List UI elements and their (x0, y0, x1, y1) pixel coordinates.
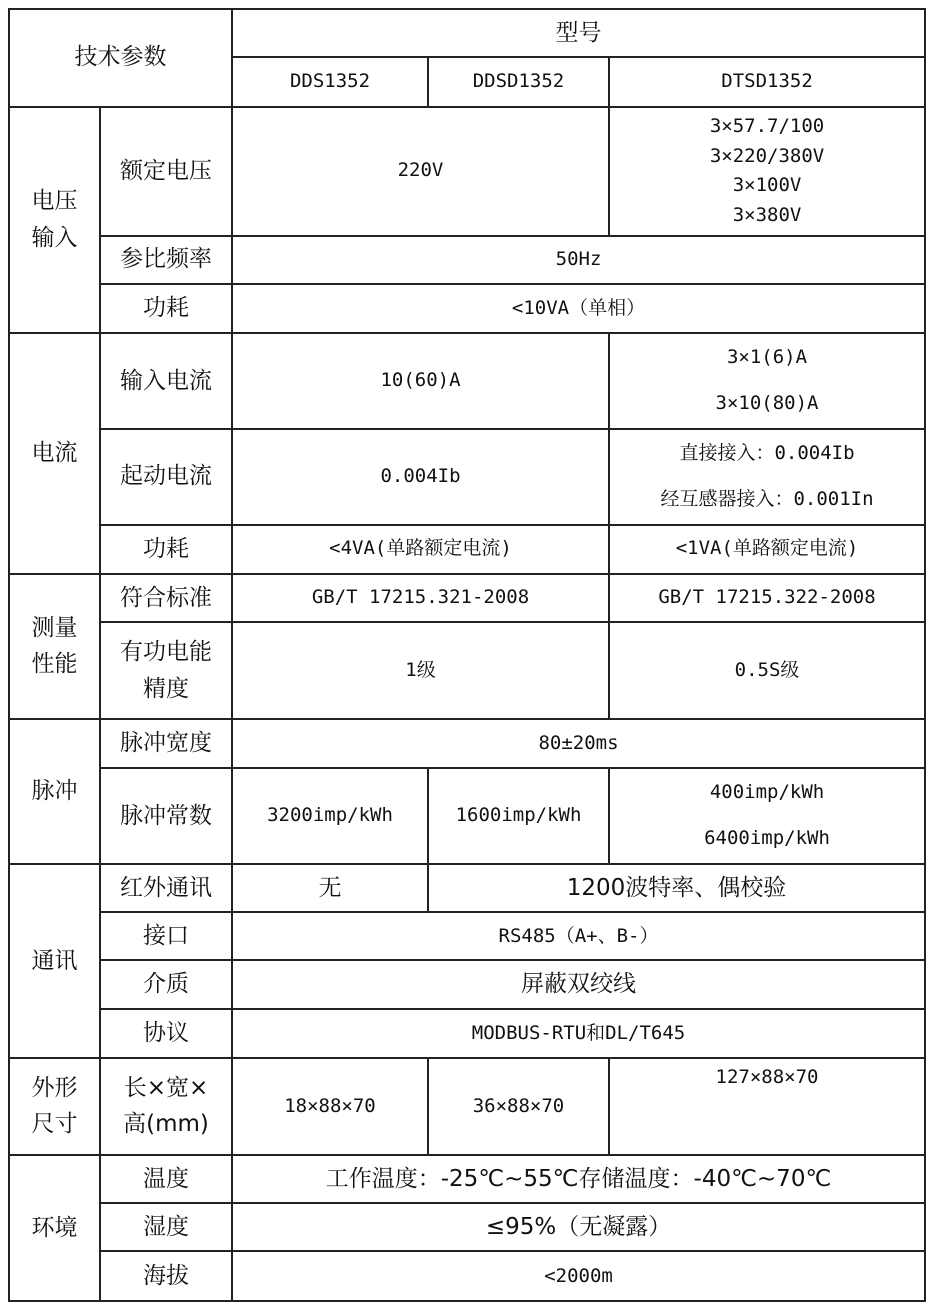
current-power-three: <1VA(单路额定电流) (609, 525, 925, 574)
medium-value: 屏蔽双绞线 (232, 960, 925, 1008)
reference-frequency-value: 50Hz (232, 236, 925, 284)
protocol-label: 协议 (100, 1009, 232, 1058)
starting-current-three: 直接接入：0.004Ib 经互感器接入：0.001In (609, 429, 925, 525)
dimensions-row (9, 1058, 925, 1155)
starting-current-single: 0.004Ib (232, 429, 609, 525)
pulse-width-row (9, 719, 925, 768)
group-measurement: 测量 性能 (9, 574, 100, 719)
standard-label: 符合标准 (100, 574, 232, 622)
standard-single: GB/T 17215.321-2008 (232, 574, 609, 622)
group-communication: 通讯 (9, 864, 100, 1058)
reference-frequency-label: 参比频率 (100, 236, 232, 284)
reference-frequency-row (9, 236, 925, 284)
input-current-label: 输入电流 (100, 333, 232, 429)
current-power-single: <4VA(单路额定电流) (232, 525, 609, 574)
voltage-power-label: 功耗 (100, 284, 232, 333)
input-current-row (9, 333, 925, 429)
voltage-power-value: <10VA（单相） (232, 284, 925, 333)
medium-label: 介质 (100, 960, 232, 1008)
group-current: 电流 (9, 333, 100, 574)
rated-voltage-label: 额定电压 (100, 107, 232, 236)
current-power-row (9, 525, 925, 574)
interface-label: 接口 (100, 912, 232, 960)
voltage-power-row (9, 284, 925, 333)
infrared-row (9, 864, 925, 912)
tech-params-header: 技术参数 (9, 9, 232, 107)
starting-current-label: 起动电流 (100, 429, 232, 525)
temperature-row (9, 1155, 925, 1203)
group-pulse: 脉冲 (9, 719, 100, 864)
pulse-width-value: 80±20ms (232, 719, 925, 768)
infrared-label: 红外通讯 (100, 864, 232, 912)
pulse-constant-dds: 3200imp/kWh (232, 768, 428, 864)
medium-row (9, 960, 925, 1008)
rated-voltage-single: 220V (232, 107, 609, 236)
pulse-constant-label: 脉冲常数 (100, 768, 232, 864)
starting-current-row (9, 429, 925, 525)
spec-table (8, 8, 926, 1302)
dimensions-dds: 18×88×70 (232, 1058, 428, 1155)
model-dds1352: DDS1352 (232, 57, 428, 106)
pulse-constant-ddsd: 1600imp/kWh (428, 768, 609, 864)
standard-row (9, 574, 925, 622)
humidity-label: 湿度 (100, 1203, 232, 1251)
pulse-constant-row (9, 768, 925, 864)
pulse-constant-dtsd: 400imp/kWh 6400imp/kWh (609, 768, 925, 864)
dimensions-ddsd: 36×88×70 (428, 1058, 609, 1155)
humidity-row (9, 1203, 925, 1251)
dimensions-label: 长×宽× 高(mm) (100, 1058, 232, 1155)
input-current-single: 10(60)A (232, 333, 609, 429)
temperature-value: 工作温度：-25℃~55℃存储温度：-40℃~70℃ (232, 1155, 925, 1203)
protocol-row (9, 1009, 925, 1058)
accuracy-row (9, 622, 925, 719)
altitude-value: <2000m (232, 1251, 925, 1301)
temperature-label: 温度 (100, 1155, 232, 1203)
infrared-dds: 无 (232, 864, 428, 912)
altitude-row (9, 1251, 925, 1301)
input-current-three: 3×1(6)A 3×10(80)A (609, 333, 925, 429)
rated-voltage-three: 3×57.7/100 3×220/380V 3×100V 3×380V (609, 107, 925, 236)
infrared-others: 1200波特率、偶校验 (428, 864, 925, 912)
model-header: 型号 (232, 9, 925, 57)
rated-voltage-row (9, 107, 925, 236)
current-power-label: 功耗 (100, 525, 232, 574)
standard-three: GB/T 17215.322-2008 (609, 574, 925, 622)
accuracy-single: 1级 (232, 622, 609, 719)
interface-row (9, 912, 925, 960)
altitude-label: 海拔 (100, 1251, 232, 1301)
model-ddsd1352: DDSD1352 (428, 57, 609, 106)
group-environment: 环境 (9, 1155, 100, 1301)
accuracy-three: 0.5S级 (609, 622, 925, 719)
humidity-value: ≤95%（无凝露） (232, 1203, 925, 1251)
group-dimensions: 外形 尺寸 (9, 1058, 100, 1155)
header-row (9, 9, 925, 57)
pulse-width-label: 脉冲宽度 (100, 719, 232, 768)
accuracy-label: 有功电能 精度 (100, 622, 232, 719)
protocol-value: MODBUS-RTU和DL/T645 (232, 1009, 925, 1058)
group-voltage-input: 电压 输入 (9, 107, 100, 334)
model-dtsd1352: DTSD1352 (609, 57, 925, 106)
dimensions-dtsd: 127×88×70 (609, 1058, 925, 1155)
interface-value: RS485（A+、B-） (232, 912, 925, 960)
